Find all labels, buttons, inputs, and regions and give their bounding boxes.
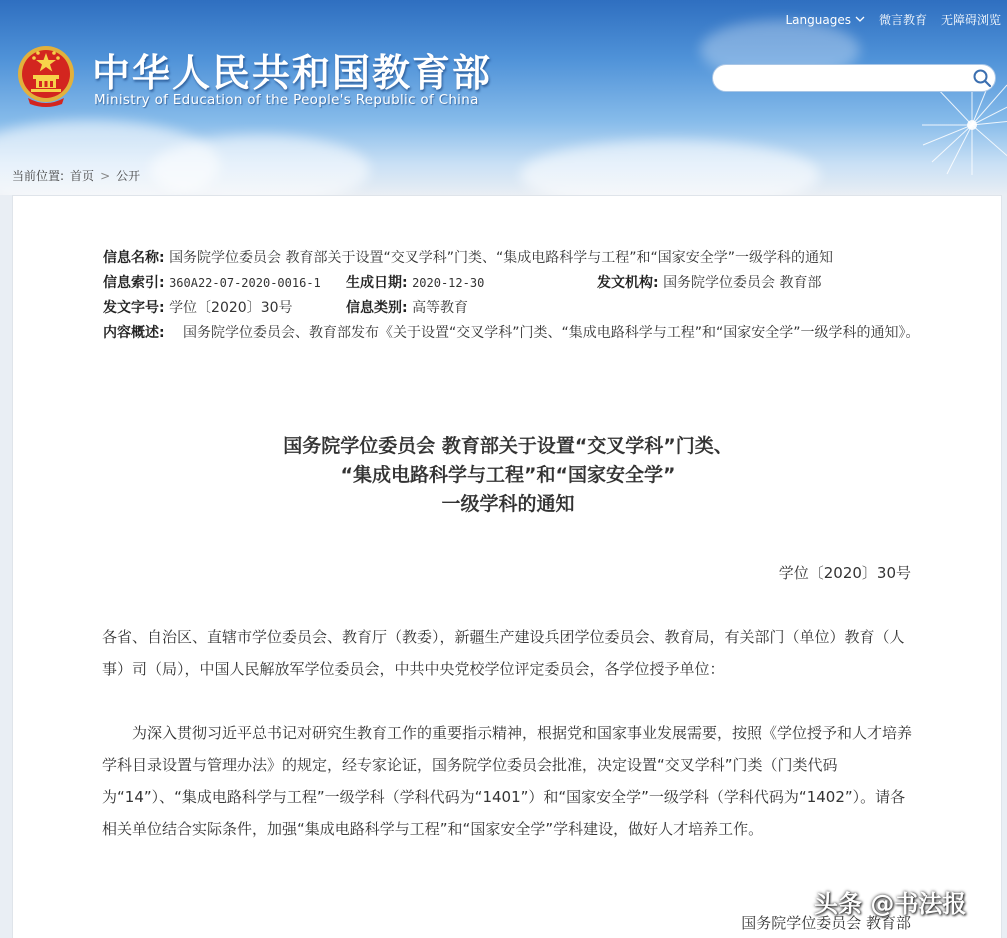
- accessibility-link[interactable]: 无障碍浏览: [940, 13, 1001, 27]
- meta-category-value: 高等教育: [412, 300, 469, 316]
- chevron-down-icon: [855, 16, 865, 23]
- breadcrumb-current-link[interactable]: 公开: [116, 169, 141, 183]
- watermark: 头条 @书法报: [814, 890, 967, 918]
- document-metadata: [103, 246, 923, 371]
- site-title[interactable]: 中华人民共和国教育部: [92, 51, 493, 95]
- meta-index-value: 360A22-07-2020-0016-1: [169, 276, 321, 290]
- meta-date-label: 生成日期:: [346, 275, 408, 291]
- cloud-decoration: [150, 135, 370, 195]
- meta-row-docno: [103, 296, 923, 321]
- meta-issuer-label: 发文机构:: [597, 275, 659, 291]
- meta-name-value: 国务院学位委员会 教育部关于设置“交叉学科”门类、“集成电路科学与工程”和“国家安全学”一级学科的通知: [169, 250, 834, 266]
- cloud-decoration: [520, 140, 820, 195]
- document-title: [13, 432, 1003, 519]
- meta-row-index: [103, 271, 923, 296]
- languages-label: Languages: [785, 12, 851, 27]
- meta-summary-label: 内容概述:: [103, 325, 165, 341]
- breadcrumb-separator: >: [100, 168, 111, 183]
- document-addressee: 各省、自治区、直辖市学位委员会、教育厅（教委），新疆生产建设兵团学位委员会、教育局，有关部门（单位）教育（人事）司（局），中国人民解放军学位委员会，中共中央党校学位评定委员会，各学位授予单位：: [102, 628, 905, 678]
- languages-dropdown[interactable]: [785, 13, 864, 27]
- site-header: [0, 0, 1007, 195]
- meta-date-value: 2020-12-30: [412, 276, 485, 290]
- national-emblem-icon: [16, 44, 76, 108]
- breadcrumb-home-link[interactable]: 首页: [70, 169, 95, 183]
- breadcrumb: [12, 167, 140, 184]
- search-icon[interactable]: [972, 68, 992, 88]
- document-paragraph: 为深入贯彻习近平总书记对研究生教育工作的重要指示精神，根据党和国家事业发展需要，按照《学位授予和人才培养学科目录设置与管理办法》的规定，经专家论证，国务院学位委员会批准，决定设置“交叉学科”门类（门类代码为“14”）、“集成电路科学与工程”一级学科（学科代码为“1401”）和“国家安全学”一级学科（学科代码为“1402”）。请各相关单位结合实际条件，加强“集成电路科学与工程”和“国家安全学”学科建设，做好人才培养工作。: [102, 724, 913, 838]
- document-title-line: 国务院学位委员会 教育部关于设置“交叉学科”门类、: [283, 435, 733, 457]
- meta-row-summary: [103, 321, 923, 371]
- meta-issuer-value: 国务院学位委员会 教育部: [663, 275, 822, 291]
- meta-docno-value: 学位〔2020〕30号: [169, 300, 293, 316]
- document-number: 学位〔2020〕30号: [778, 564, 911, 582]
- site-subtitle: Ministry of Education of the People's Republic of China: [94, 92, 479, 108]
- weibo-link[interactable]: 微言教育: [878, 13, 927, 27]
- meta-summary-value: 国务院学位委员会、教育部发布《关于设置“交叉学科”门类、“集成电路科学与工程”和“国家安全学”一级学科的通知》。: [183, 325, 920, 341]
- meta-index-label: 信息索引:: [103, 275, 165, 291]
- breadcrumb-label: 当前位置:: [12, 169, 65, 183]
- meta-category-label: 信息类别:: [346, 300, 408, 316]
- meta-name-label: 信息名称:: [103, 250, 165, 266]
- meta-docno-label: 发文字号:: [103, 300, 165, 316]
- content-panel: [12, 195, 1002, 938]
- search-input[interactable]: [712, 64, 996, 92]
- top-links: [785, 11, 1001, 28]
- document-signature: 国务院学位委员会 教育部: [741, 914, 911, 932]
- meta-row-name: [103, 246, 923, 271]
- document-title-line: 一级学科的通知: [441, 493, 575, 515]
- document-title-line: “集成电路科学与工程”和“国家安全学”: [340, 464, 676, 486]
